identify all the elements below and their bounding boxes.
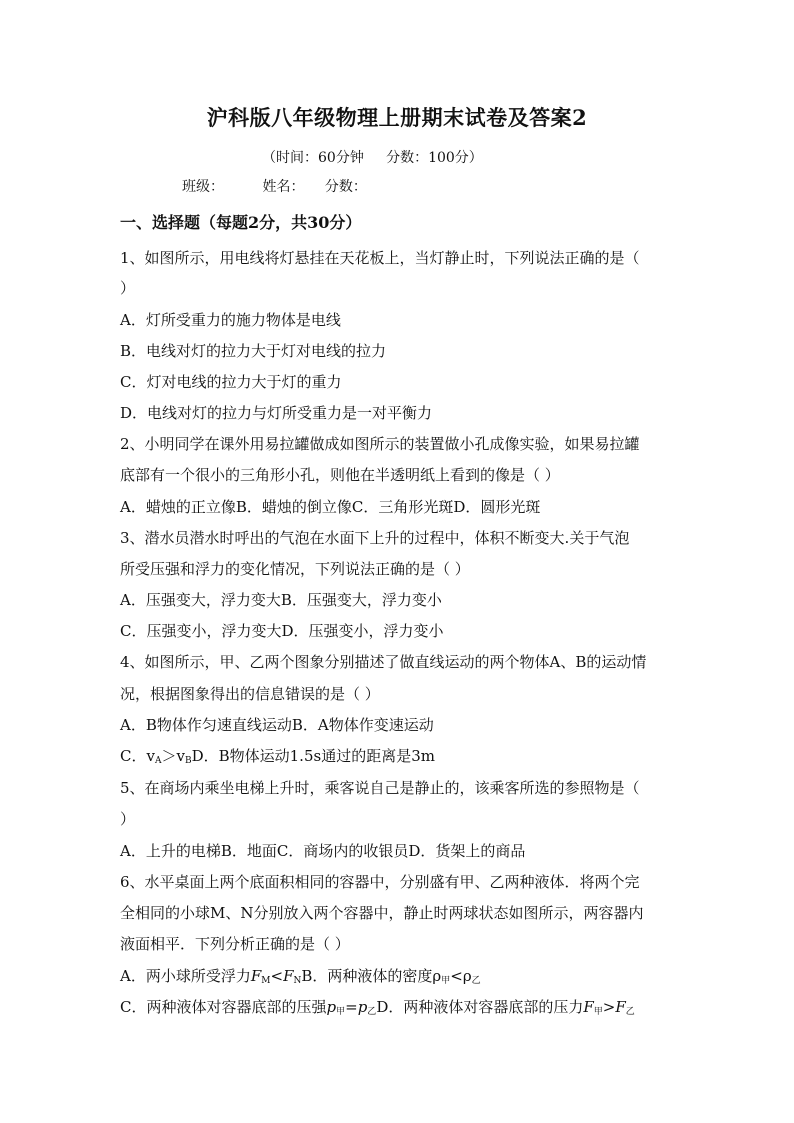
- question-line: ）: [120, 810, 136, 828]
- student-info-row: [182, 176, 367, 196]
- section-heading: 一、选择题（每题2分，共30分）: [120, 213, 362, 232]
- exam-time-score: （时间：60分钟 分数：100分）: [262, 150, 483, 166]
- question-line: 6、水平桌面上两个底面积相同的容器中，分别盛有甲、乙两种液体．将两个完: [120, 873, 640, 891]
- question-line: 所受压强和浮力的变化情况，下列说法正确的是（ ）: [120, 560, 470, 578]
- question-line: ）: [120, 279, 136, 297]
- option-line: C．压强变小，浮力变大D．压强变小，浮力变小: [120, 622, 444, 640]
- option-line: A．上升的电梯B．地面C．商场内的收银员D．货架上的商品: [120, 842, 526, 860]
- question-line: 3、潜水员潜水时呼出的气泡在水面下上升的过程中，体积不断变大.关于气泡: [120, 529, 630, 547]
- option-line: C．$v_A>v_BD$．B物体运动1.5s通过的距离是3m: [120, 747, 435, 766]
- option-line: A．两小球所受浮力$F_M<F_NB$．两种液体的密度$\rho_甲<\rho_乙$: [120, 967, 481, 986]
- question-line: 5、在商场内乘坐电梯上升时，乘客说自己是静止的，该乘客所选的参照物是（: [120, 779, 640, 797]
- name-label: 姓名：: [262, 179, 305, 195]
- class-label: 班级：: [182, 179, 224, 195]
- option-line: B．电线对灯的拉力大于灯对电线的拉力: [120, 342, 387, 360]
- question-line: 1、如图所示，用电线将灯悬挂在天花板上，当灯静止时，下列说法正确的是（: [120, 249, 640, 267]
- question-line: 底部有一个很小的三角形小孔，则他在半透明纸上看到的像是（ ）: [120, 466, 560, 484]
- option-line: C．两种液体对容器底部的压强$p_甲=p_乙D$．两种液体对容器底部的压力$F_甲>F_乙$: [120, 998, 635, 1017]
- score-label: 分数：: [324, 179, 367, 195]
- option-line: A．B物体作匀速直线运动B．A物体作变速运动: [120, 716, 434, 734]
- option-line: D．电线对灯的拉力与灯所受重力是一对平衡力: [120, 404, 433, 422]
- page-title: 沪科版八年级物理上册期末试卷及答案2: [206, 105, 588, 130]
- question-line: 液面相平．下列分析正确的是（ ）: [120, 935, 350, 953]
- question-line: 况，根据图象得出的信息错误的是（ ）: [120, 685, 380, 703]
- option-line: C．灯对电线的拉力大于灯的重力: [120, 373, 342, 391]
- question-line: 2、小明同学在课外用易拉罐做成如图所示的装置做小孔成像实验，如果易拉罐: [120, 435, 640, 453]
- option-line: A．压强变大，浮力变大B．压强变大，浮力变小: [120, 591, 442, 609]
- option-line: A．蜡烛的正立像B．蜡烛的倒立像C．三角形光斑D．圆形光斑: [120, 498, 541, 516]
- question-line: 全相同的小球M、N分别放入两个容器中，静止时两球状态如图所示，两容器内: [120, 904, 644, 922]
- option-line: A．灯所受重力的施力物体是电线: [120, 311, 341, 329]
- question-line: 4、如图所示，甲、乙两个图象分别描述了做直线运动的两个物体A、B的运动情: [120, 653, 647, 671]
